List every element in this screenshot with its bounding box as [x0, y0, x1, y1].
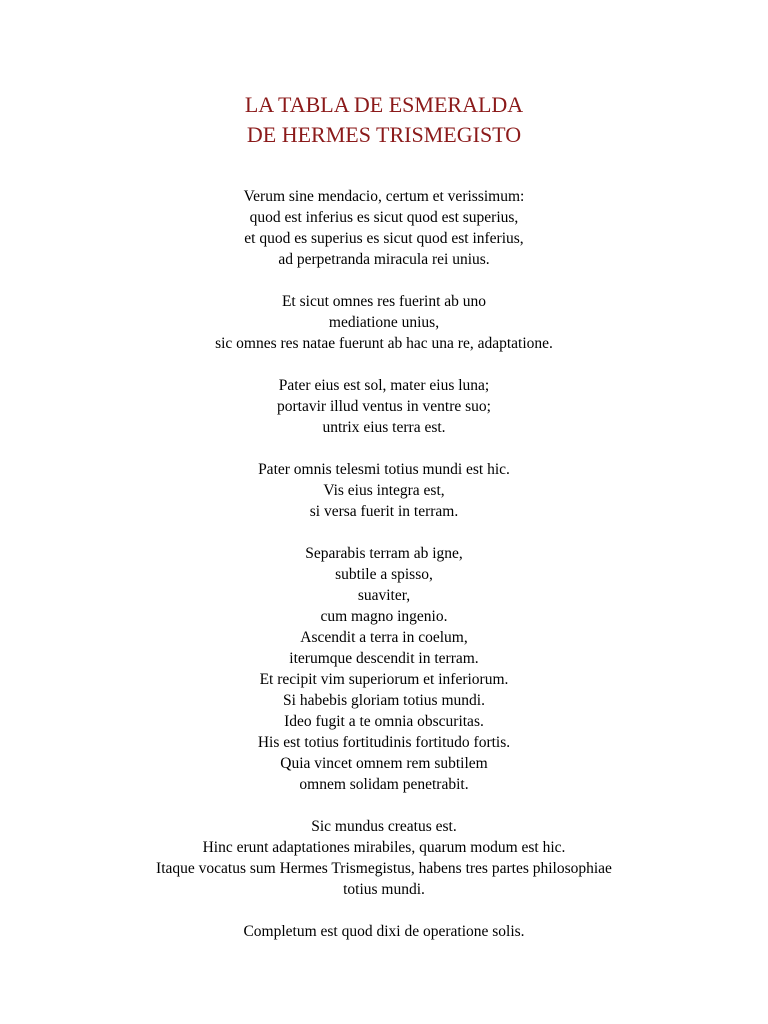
poem-line: His est totius fortitudinis fortitudo fortis. — [257, 734, 511, 751]
stanza-7 — [0, 921, 768, 942]
poem-line: Ascendit a terra in coelum, — [300, 629, 468, 646]
poem-line: et quod es superius es sicut quod est inferius, — [244, 230, 524, 247]
poem-line: untrix eius terra est. — [322, 419, 446, 436]
poem-line: portavir illud ventus in ventre suo; — [277, 398, 491, 415]
poem-line: suaviter, — [357, 587, 411, 604]
poem-line: Si habebis gloriam totius mundi. — [283, 692, 485, 709]
poem-body — [0, 186, 768, 963]
poem-line: mediatione unius, — [328, 314, 440, 331]
poem-line: Separabis terram ab igne, — [305, 545, 463, 562]
poem-line: Ideo fugit a te omnia obscuritas. — [284, 713, 484, 730]
poem-line: Verum sine mendacio, certum et verissimum: — [243, 188, 525, 205]
stanza-2 — [0, 291, 768, 354]
poem-line: totius mundi. — [343, 881, 425, 898]
poem-line: Sic mundus creatus est. — [311, 818, 457, 835]
poem-line: Vis eius integra est, — [323, 482, 445, 499]
title-line-1: LA TABLA DE ESMERALDA — [244, 92, 524, 117]
poem-line: Pater omnis telesmi totius mundi est hic. — [258, 461, 510, 478]
poem-line: Et sicut omnes res fuerint ab uno — [281, 293, 487, 310]
document-title — [0, 90, 768, 150]
poem-line: Itaque vocatus sum Hermes Trismegistus, habens tres partes philosophiae — [156, 860, 612, 877]
poem-line: Completum est quod dixi de operatione solis. — [243, 923, 525, 940]
stanza-5 — [0, 543, 768, 795]
poem-line: sic omnes res natae fuerunt ab hac una re, adaptatione. — [215, 335, 553, 352]
poem-line: iterumque descendit in terram. — [289, 650, 479, 667]
stanza-6 — [0, 816, 768, 900]
poem-line: subtile a spisso, — [335, 566, 433, 583]
stanza-1 — [0, 186, 768, 270]
stanza-4 — [0, 459, 768, 522]
poem-line: ad perpetranda miracula rei unius. — [278, 251, 490, 268]
stanza-3 — [0, 375, 768, 438]
poem-line: cum magno ingenio. — [320, 608, 448, 625]
poem-line: si versa fuerit in terram. — [309, 503, 459, 520]
poem-line: Et recipit vim superiorum et inferiorum. — [259, 671, 509, 688]
poem-line: Pater eius est sol, mater eius luna; — [278, 377, 490, 394]
poem-line: Hinc erunt adaptationes mirabiles, quarum modum est hic. — [202, 839, 566, 856]
poem-line: quod est inferius es sicut quod est superius, — [249, 209, 519, 226]
poem-line: Quia vincet omnem rem subtilem — [280, 755, 488, 772]
title-line-2: DE HERMES TRISMEGISTO — [246, 122, 522, 147]
poem-line: omnem solidam penetrabit. — [299, 776, 469, 793]
